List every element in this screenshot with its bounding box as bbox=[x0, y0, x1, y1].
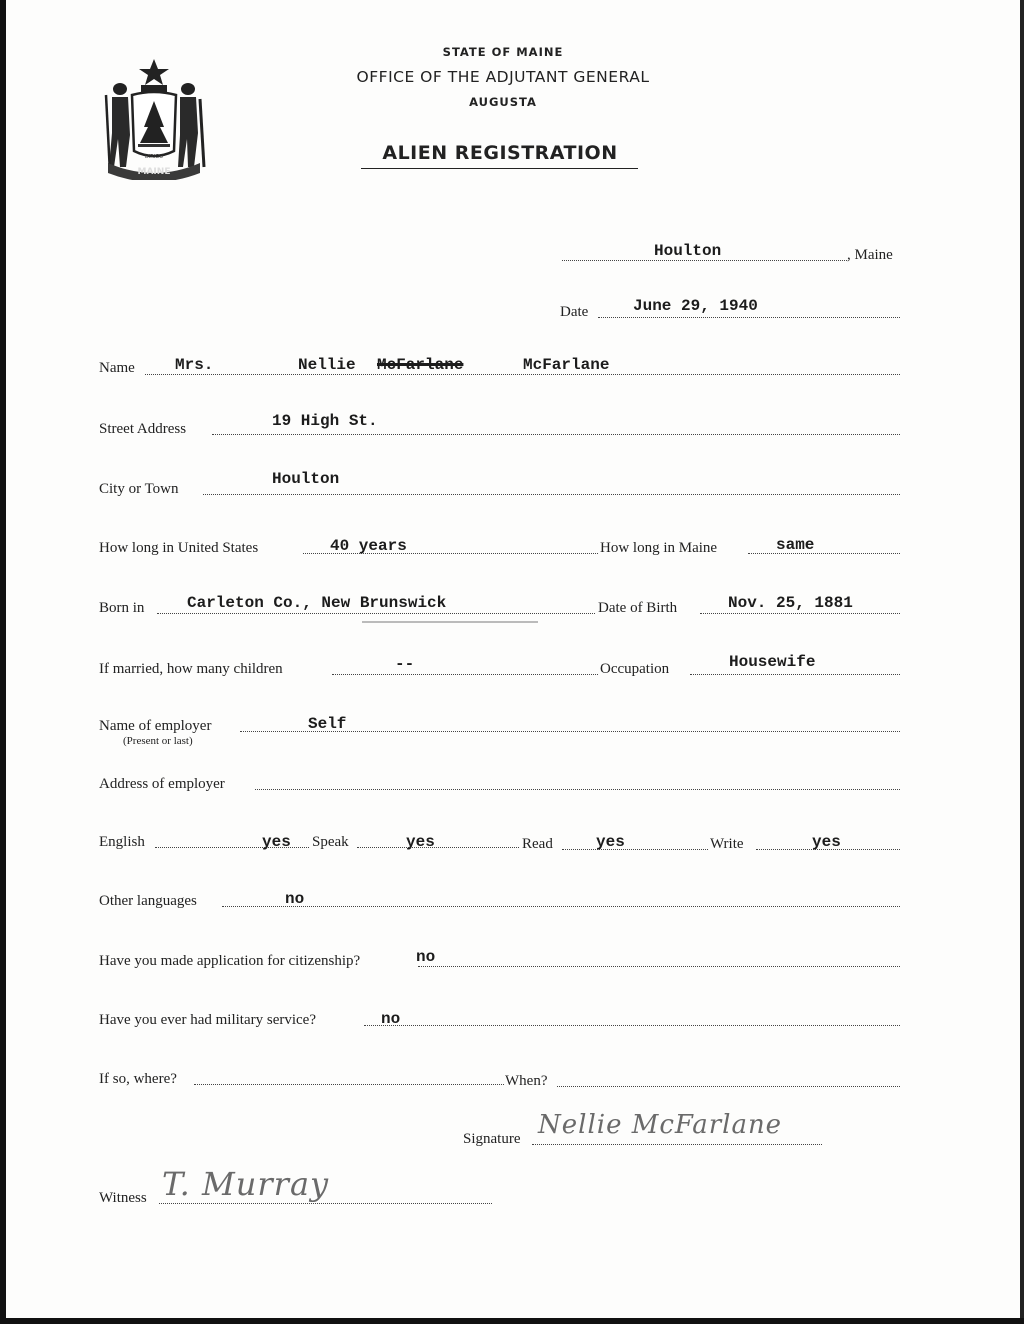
how-long-maine-value: same bbox=[776, 536, 815, 554]
occupation-value: Housewife bbox=[729, 653, 816, 671]
signature-value: Nellie McFarlane bbox=[538, 1110, 783, 1140]
header-city: AUGUSTA bbox=[469, 95, 537, 109]
write-value: yes bbox=[812, 833, 841, 851]
born-in-value: Carleton Co., New Brunswick bbox=[187, 594, 447, 612]
witness-signature: T. Murray bbox=[162, 1165, 330, 1203]
read-label: Read bbox=[522, 836, 553, 852]
citizenship-value: no bbox=[416, 948, 436, 966]
employer-address-label: Address of employer bbox=[99, 776, 225, 792]
speak-value: yes bbox=[406, 833, 435, 851]
header-state: STATE OF MAINE bbox=[442, 45, 564, 59]
form-title: ALIEN REGISTRATION bbox=[382, 142, 618, 164]
scan-edge-bottom bbox=[0, 1318, 1024, 1324]
employer-label: Name of employer bbox=[99, 718, 212, 734]
employer-value: Self bbox=[308, 715, 347, 733]
city-value: Houlton bbox=[272, 470, 340, 488]
children-label: If married, how many children bbox=[99, 661, 283, 677]
street-label: Street Address bbox=[99, 421, 187, 437]
name-first-value: Nellie bbox=[298, 356, 356, 374]
dob-value: Nov. 25, 1881 bbox=[728, 594, 853, 612]
scan-edge-right bbox=[1020, 0, 1024, 1324]
how-long-maine-label: How long in Maine bbox=[600, 540, 718, 556]
employer-note: (Present or last) bbox=[123, 735, 193, 747]
town-value: Houlton bbox=[654, 242, 722, 260]
occupation-label: Occupation bbox=[600, 661, 670, 677]
where-label: If so, where? bbox=[99, 1071, 177, 1087]
name-last-value: McFarlane bbox=[523, 356, 610, 374]
write-label: Write bbox=[710, 836, 744, 852]
born-in-label: Born in bbox=[99, 600, 145, 616]
header-office: OFFICE OF THE ADJUTANT GENERAL bbox=[356, 68, 650, 86]
state-seal-icon bbox=[100, 55, 208, 180]
date-value: June 29, 1940 bbox=[633, 297, 758, 315]
read-value: yes bbox=[596, 833, 625, 851]
other-languages-value: no bbox=[285, 890, 305, 908]
children-value: -- bbox=[395, 655, 415, 673]
english-label: English bbox=[99, 834, 145, 850]
signature-label: Signature bbox=[463, 1131, 521, 1147]
english-value: yes bbox=[262, 833, 291, 851]
how-long-us-label: How long in United States bbox=[99, 540, 259, 556]
svg-text:MAINE: MAINE bbox=[137, 167, 171, 177]
witness-label: Witness bbox=[99, 1190, 147, 1206]
military-label: Have you ever had military service? bbox=[99, 1012, 316, 1028]
dob-label: Date of Birth bbox=[598, 600, 678, 616]
date-label: Date bbox=[560, 304, 589, 320]
scan-edge-left bbox=[0, 0, 6, 1324]
city-label: City or Town bbox=[99, 481, 179, 497]
speak-label: Speak bbox=[312, 834, 349, 850]
how-long-us-value: 40 years bbox=[330, 537, 407, 555]
name-title-value: Mrs. bbox=[175, 356, 214, 374]
street-value: 19 High St. bbox=[272, 412, 378, 430]
svg-text:DIRIGO: DIRIGO bbox=[144, 154, 164, 160]
when-label: When? bbox=[505, 1073, 548, 1089]
military-value: no bbox=[381, 1010, 401, 1028]
title-underline bbox=[361, 168, 638, 169]
other-languages-label: Other languages bbox=[99, 893, 197, 909]
citizenship-label: Have you made application for citizenship? bbox=[99, 953, 361, 969]
name-label: Name bbox=[99, 360, 135, 376]
maine-label: , Maine bbox=[847, 247, 893, 263]
name-struck-value: McFarlane bbox=[377, 356, 464, 374]
